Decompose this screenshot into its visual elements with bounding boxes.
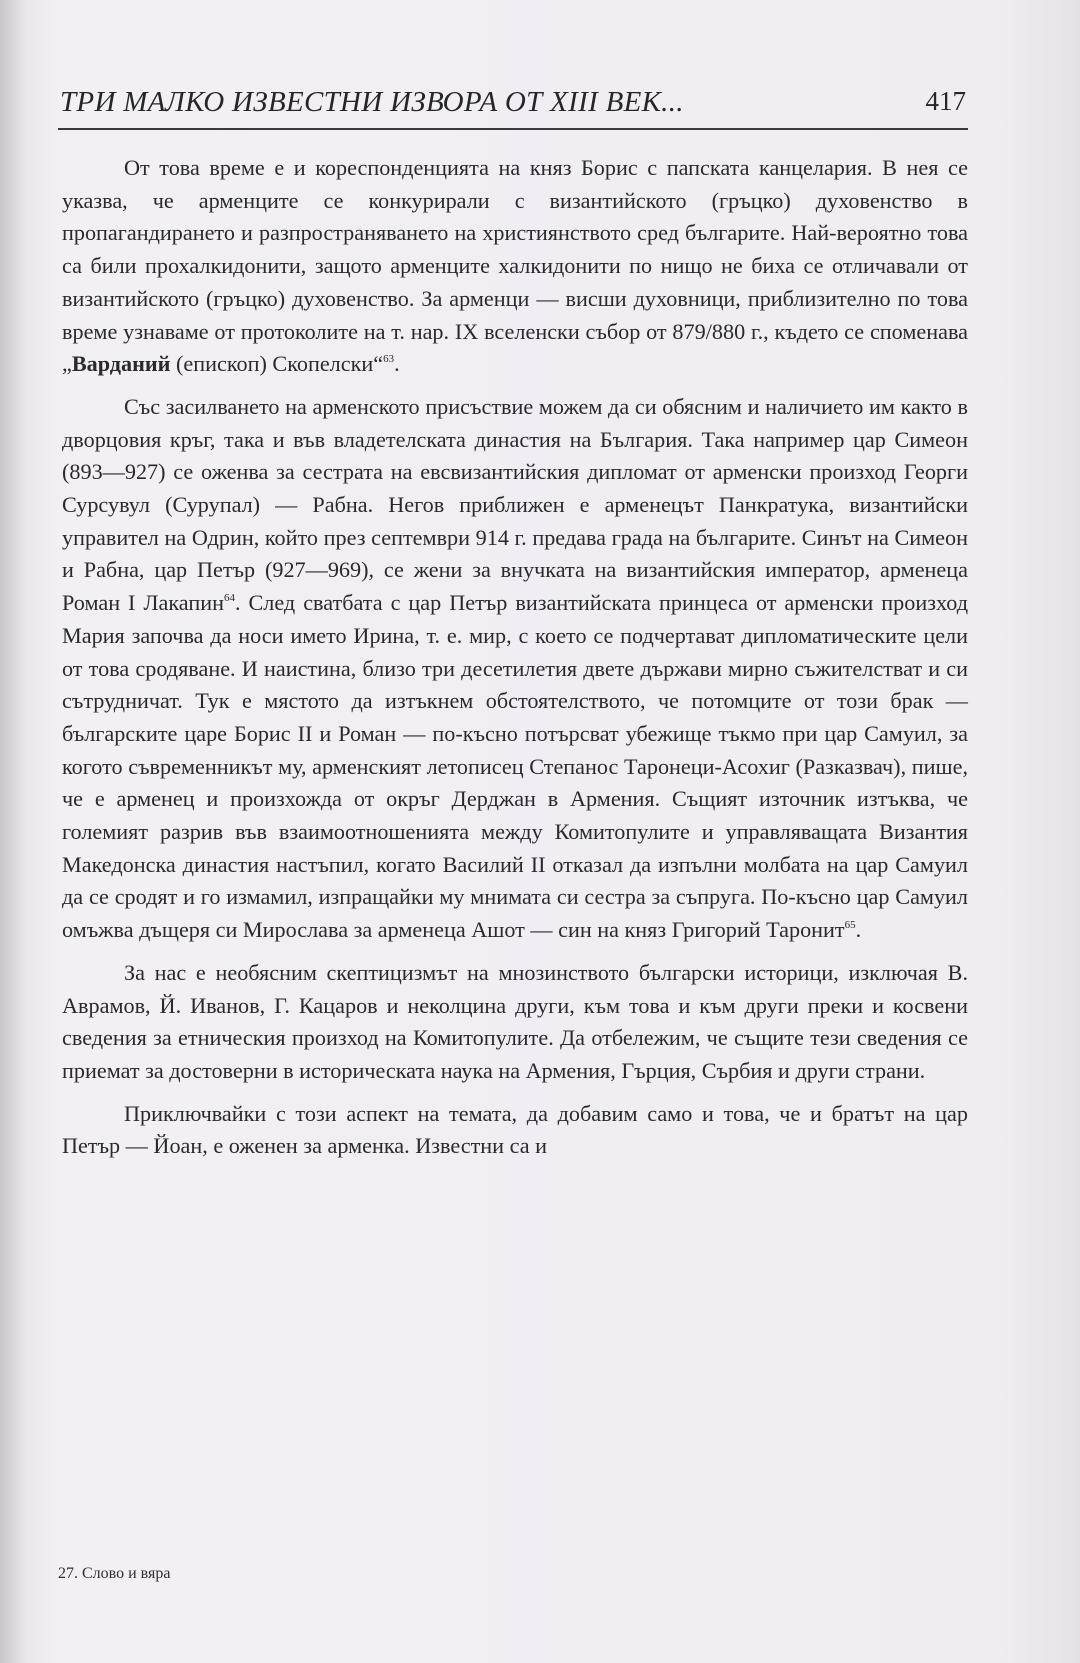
paragraph-2 xyxy=(62,391,968,947)
paragraph-1-text-b: (епископ) Скопелски“ xyxy=(170,351,384,377)
signature-mark: 27. Слово и вяра xyxy=(58,1565,171,1582)
page-number: 417 xyxy=(925,86,966,116)
running-title: ТРИ МАЛКО ИЗВЕСТНИ ИЗВОРА ОТ XIII ВЕК... xyxy=(60,86,684,118)
paragraph-2-text-a: Със засилването на арменското присъствие можем да си обясним и наличието им както в дворцовия кръг, така и във владетелската династия на България. Така например цар Симеон (893—927) се оженва за сестрата на евсвизантийския дипломат от арменски произход Георги Сурсувул (Сурупал) — Рабна. Негов приближен е арменецът Панкратука, византийски управител на Одрин, който през септември 914 г. предава града на българите. Синът на Симеон и Рабна, цар Петър (927—969), се жени за внучката на византийския император, арменеца Роман I Лакапин xyxy=(62,393,968,616)
paragraph-4: Приключвайки с този аспект на темата, да добавим само и това, че и братът на цар Петър — Йоан, е оженен за арменка. Известни са и xyxy=(62,1100,968,1159)
paragraph-2-text-b: . След сватбата с цар Петър византийската принцеса от арменски произход Мария започва да носи името Ирина, т. е. мир, с което се подчертават дипломатическите цели от това сродяване. И наистина, близо три десетилетия двете държави мирно съжителстват и си сътрудничат. Тук е мястото да изтъкнем обстоятелството, че потомците от този брак — българските царе Борис II и Роман — по-късно потърсват убежище тъкмо при цар Самуил, за когото съвременникът му, арменският летописец Степанос Таронеци-Асохиг (Разказвач), пише, че е арменец и произхожда от окръг Дерджан в Армения. Същият източник изтъква, че големият разрив във взаимоотношенията между Комитопулите и управляващата Византия Македонска династия настъпил, когато Василий II отказал да изпълни молбата на цар Самуил да се сродят и го измамил, изпращайки му мнимата си сестра за съпруга. По-късно цар Самуил омъжва дъщеря си Мирослава за арменеца Ашот — син на княз Григорий Таронит xyxy=(62,590,968,943)
running-header xyxy=(60,86,966,126)
footnote-ref-64[interactable]: 64 xyxy=(223,592,235,605)
paragraph-2-text-c: . xyxy=(855,917,862,943)
bold-name-vardanii: Варданий xyxy=(71,351,171,377)
body-text xyxy=(62,152,968,1163)
paragraph-3: За нас е необясним скептицизмът на мнозинството български историци, изключая В. Аврамов, Й. Иванов, Г. Кацаров и неколцина други, към това и към други преки и косвени сведения за етническия произход на Комитопулите. Да отбележим, че същите тези сведения се приемат за достоверни в историческата наука на Армения, Гърция, Сърбия и други страни. xyxy=(62,959,968,1083)
footnote-ref-65[interactable]: 65 xyxy=(844,919,856,932)
paragraph-1-text-a: От това време е и кореспонденцията на княз Борис с папската канцелария. В нея се указва, че арменците се конкурирали с византийското (гръцко) духовенство в пропагандирането и разпространяването на християнството сред българите. Най-вероятно това са били прохалкидонити, защото арменците халкидонити по нищо не биха се отличавали от византийското (гръцко) духовенство. За арменци — висши духовници, приблизително по това време узнаваме от протоколите на т. нар. IX вселенски събор от 879/880 г., където се споменава „ xyxy=(62,155,968,377)
footnote-ref-63[interactable]: 63 xyxy=(383,353,395,366)
header-rule xyxy=(58,128,968,130)
paragraph-1-text-c: . xyxy=(394,351,400,377)
paragraph-1 xyxy=(62,152,968,381)
